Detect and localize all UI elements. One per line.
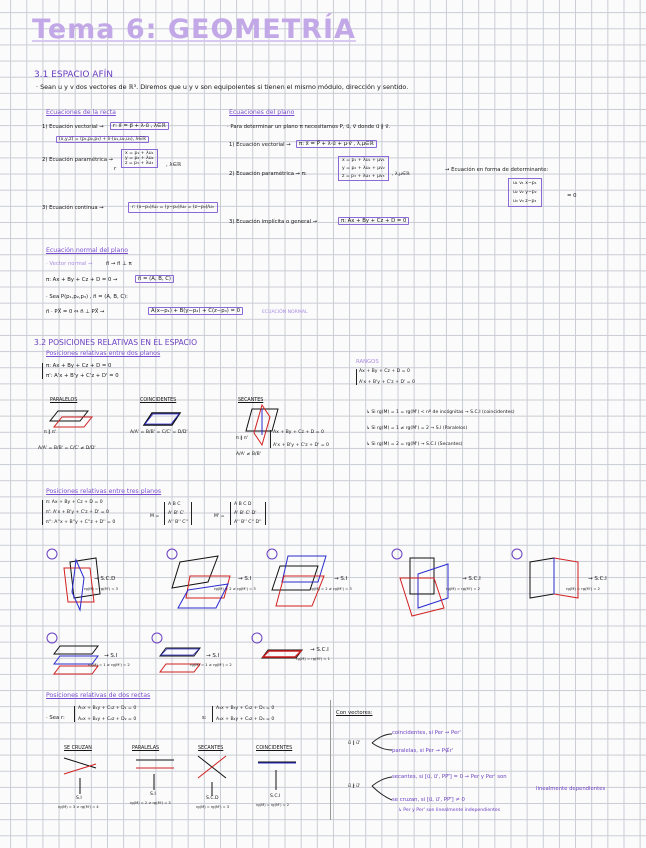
matrix-M-label: M = (150, 514, 160, 519)
coincidentes-vect: coincidentes, si Per → Per' (392, 730, 461, 736)
case-2-rank: rg(M) = 2 ≠ rg(M') = 3 (214, 587, 256, 591)
case-7-result: → S.I (206, 653, 220, 659)
secantes-system (270, 430, 329, 448)
case-3-result: → S.I (334, 576, 348, 582)
system-line: π: Ax + By + Cz + D = 0 (46, 363, 112, 369)
case-4-rank: rg(M) = rg(M') = 2 (446, 587, 480, 591)
divider (330, 700, 331, 820)
section-heading-espacio-afin: 3.1 ESPACIO AFÍN (34, 70, 114, 80)
rectas-sea: · Sea r: (46, 715, 65, 721)
rango-text: Si rg(M) = 1 = rg(M') < nº de incógnitas → S.C.I (coincidentes) (371, 410, 515, 415)
normal-vector-label: · Vector normal → (46, 261, 93, 267)
plano-implicita-label: 3) Ecuación implícita o general → (229, 219, 318, 225)
plano-implicita-eq: π: Ax + By + Cz + D = 0 (338, 217, 409, 225)
plano-parametrica-tail: , λ,μ∈ℝ (392, 172, 410, 177)
recta-parametrica-r: r (114, 166, 117, 172)
det-row: u₂ v₂ y−p₂ (513, 190, 537, 195)
cruzan-vect-2: ↳ Per y Per' son linealmente independientes (398, 808, 501, 813)
system-line: π'': A''x + B''y + C''z + D'' = 0 (46, 520, 116, 525)
normal-title: Ecuación normal del plano (46, 247, 129, 254)
param-line: y = p₂ + λu₂ + μv₂ (342, 166, 385, 171)
determinante-label: → Ecuación en forma de determinante: (445, 167, 549, 173)
label-paralelas: PARALELAS (132, 746, 160, 751)
system-line: Ax + By + Cz + D = 0 (273, 430, 324, 435)
case-4-result: → S.C.I (462, 576, 481, 582)
rango-case-2: ↳ Si rg(M) = 1 ≠ rg(M') = 2 → S.I (Paralelos) (366, 426, 468, 431)
coincidentes-drawing (144, 413, 180, 425)
section-heading-posiciones: 3.2 POSICIONES RELATIVAS EN EL ESPACIO (34, 338, 198, 347)
system-line: A₂x + B₂y + C₂z + D₂ = 0 (78, 717, 137, 722)
rank-paralelas: rg(M) = 2 ≠ rg(M') = 3 (130, 801, 171, 805)
normal-equation: A(x−p₁) + B(y−p₂) + C(z−p₃) = 0 (148, 307, 243, 315)
matrix-Mp (230, 502, 266, 525)
rango-text: Si rg(M) = 2 = rg(M') → S.C.I (Secantes) (371, 442, 463, 447)
case-2-result: → S.I (238, 576, 252, 582)
system-line: A'x + B'y + C'z + D' = 0 (359, 380, 415, 385)
label-se-cruzan: SE CRUZAN (64, 746, 92, 751)
case-6-rank: rg(M) = 1 ≠ rg(M') = 2 (88, 663, 130, 667)
cond-paralelos: A/A' = B/B' = C/C' ≠ D/D' (38, 446, 96, 451)
normal-point-def: · Sea P(p₁,p₂,p₃) , n⃗ = (A, B, C): (46, 294, 128, 300)
case-7-rank: rg(M) = 1 ≠ rg(M') = 2 (190, 663, 232, 667)
param-line: y = p₂ + λu₂ (125, 156, 154, 161)
tres-planos-title: Posiciones relativas entre tres planos (46, 488, 162, 495)
system-line: A₄x + B₄y + C₄z + D₄ = 0 (216, 717, 275, 722)
rango-case-1: ↳ Si rg(M) = 1 = rg(M') < nº de incógnitas → S.C.I (coincidentes) (366, 410, 515, 415)
uv-no-paralelos: u⃗ ∦ u⃗' (348, 784, 361, 789)
dos-planos-title: Posiciones relativas entre dos planos (46, 350, 161, 357)
matrix-Mp-label: M' = (214, 514, 225, 519)
plano-title: Ecuaciones del plano (229, 109, 295, 116)
plano-intro: · Para determinar un plano π necesitamos P, u⃗, v⃗ donde u⃗ ∦ v⃗. (227, 124, 391, 130)
res-cruzan: S.I (76, 796, 82, 801)
case-8-rank: rg(M) = rg(M') = 1 (296, 657, 330, 661)
recta-vectorial-eq: r: x⃗ = p⃗ + λ·u⃗ , λ∈ℝ (110, 122, 169, 130)
cond-coincidentes: A/A' = B/B' = C/C' = D/D' (130, 430, 188, 435)
param-line: z = p₃ + λu₃ + μv₃ (342, 174, 385, 179)
label-secantes: SECANTES (238, 398, 264, 403)
case-5-rank: rg(M) = rg(M') = 2 (566, 587, 600, 591)
rango-text: Si rg(M) = 1 ≠ rg(M') = 2 → S.I (Paralelos) (371, 426, 468, 431)
rank-coincidentes: rg(M) = rg(M') = 2 (256, 803, 290, 807)
res-paralelas: S.I (150, 792, 156, 797)
label-secantes-rectas: SECANTES (198, 746, 224, 751)
det-row: u₁ v₁ x−p₁ (513, 181, 537, 186)
plano-parametrica-label: 2) Ecuación paramétrica → π: (229, 171, 307, 177)
matrix-row: A' B' C' (168, 511, 185, 516)
con-vectores-title: Con vectores: (336, 710, 373, 716)
rangos-title: RANGOS (356, 359, 379, 365)
matrix-M (164, 502, 192, 525)
det-row: u₃ v₃ z−p₃ (513, 199, 537, 204)
recta-vectorial-eq-components: (x,y,z) = (p₁,p₂,p₃) + λ·(u₁,u₂,u₃), λ∈ℝ (56, 136, 149, 143)
recta-r-system (74, 706, 136, 722)
case-1-result: → S.C.D (94, 576, 116, 582)
matrix-row: A' B' C' D' (234, 511, 257, 516)
rel-secantes: π ∦ π' (236, 436, 249, 441)
param-line: z = p₃ + λu₃ (125, 161, 154, 166)
tres-planos-diagrams-row2 (40, 632, 330, 682)
recta-parametrica-label: 2) Ecuación paramétrica → (42, 157, 114, 163)
normal-vector-eq: n⃗ = (A, B, C) (135, 275, 174, 283)
case-5-result: → S.C.I (588, 576, 607, 582)
normal-dot-product: n⃗ · PX⃗ = 0 ⇔ n⃗ ⊥ PX⃗ → (46, 309, 105, 315)
rango-case-3: ↳ Si rg(M) = 2 = rg(M') → S.C.I (Secantes) (366, 442, 463, 447)
plano-vectorial-label: 1) Ecuación vectorial → (229, 142, 291, 148)
rank-cruzan: rg(M) = 3 ≠ rg(M') = 4 (58, 805, 99, 809)
case-6-result: → S.I (104, 653, 118, 659)
tres-planos-system (42, 500, 115, 525)
rank-secantes: rg(M) = rg(M') = 3 (196, 805, 230, 809)
page-title: Tema 6: GEOMETRÍA (32, 14, 356, 45)
res-secantes: S.C.D (206, 796, 219, 801)
label-coincidentes: COINCIDENTES (140, 398, 177, 403)
intro-text: · Sean u y v dos vectores de ℝ³. Diremos que u y v son equipolentes si tienen el mismo módulo, dirección y sentido. (36, 83, 409, 91)
recta-title: Ecuaciones de la recta (46, 109, 116, 116)
case-1-rank: rg(M) = rg(M') = 3 (84, 587, 118, 591)
recta-continua-eq: r: (x−p₁)/u₁ = (y−p₂)/u₂ = (z−p₃)/u₃ (128, 202, 218, 213)
system-line: Ax + By + Cz + D = 0 (359, 369, 410, 374)
matrix-row: A B C (168, 502, 181, 507)
recta-continua-label: 3) Ecuación continua → (42, 205, 104, 211)
system-line: A'x + B'y + C'z + D' = 0 (273, 443, 329, 448)
case-3-rank: rg(M) = 2 ≠ rg(M') = 3 (310, 587, 352, 591)
cond-secantes: A/A' ≠ B/B' (236, 452, 261, 457)
system-line: π: Ax + By + Cz + D = 0 (46, 500, 103, 505)
rangos-system (356, 369, 415, 385)
dos-planos-system (42, 363, 119, 379)
paralelos-drawing (50, 411, 92, 427)
paralelas-vect: paralelas, si Per → P∉r' (392, 748, 454, 754)
secantes-vect: secantes, si [u⃗, u⃗', PP'⃗] = 0 → Per y Per' son (392, 774, 507, 780)
plano-parametrica-system (338, 156, 389, 181)
param-line: x = p₁ + λu₁ (125, 151, 154, 156)
determinante-eq: = 0 (567, 193, 577, 199)
plano-vectorial-eq: π: x⃗ = P⃗ + λ·u⃗ + μ·v⃗ , λ,μ∈ℝ (296, 140, 377, 148)
label-paralelos: PARALELOS (50, 398, 78, 403)
secantes-vect-2: linealmente dependientes (536, 786, 606, 792)
case-8-result: → S.C.I (310, 647, 329, 653)
matrix-row: A B C D (234, 502, 252, 507)
system-line: π': A'x + B'y + C'z + D' = 0 (46, 373, 119, 379)
vect-arrows (370, 728, 394, 808)
recta-vectorial-label: 1) Ecuación vectorial → (42, 124, 104, 130)
tres-planos-diagrams-row1 (40, 548, 610, 623)
uv-paralelos: u⃗ ∥ u⃗' (348, 741, 361, 746)
matrix-row: A'' B'' C'' (168, 520, 188, 525)
normal-equation-tag: ECUACIÓN NORMAL (262, 310, 308, 315)
dos-rectas-title: Posiciones relativas de dos rectas (46, 692, 151, 699)
cruzan-vect: se cruzan, si [u⃗, u⃗', PP'⃗] ≠ 0 (392, 797, 465, 803)
recta-s-label: s: (202, 715, 207, 721)
recta-parametrica-system (121, 149, 158, 168)
matrix-row: A'' B'' C'' D'' (234, 520, 262, 525)
determinante-matrix (508, 178, 542, 207)
param-line: x = p₁ + λu₁ + μv₁ (342, 158, 385, 163)
normal-vector-def: n⃗ → n⃗ ⊥ π (106, 261, 132, 267)
normal-plane-eq: π: Ax + By + Cz + D = 0 → (46, 277, 118, 283)
system-line: A₁x + B₁y + C₁z + D₁ = 0 (78, 706, 137, 711)
recta-parametrica-tail: , λ∈ℝ (166, 162, 182, 168)
rel-paralelos: π ∥ π' (44, 430, 57, 435)
res-coincidentes: S.C.I (270, 794, 281, 799)
system-line: π': A'x + B'y + C'z + D' = 0 (46, 510, 109, 515)
recta-s-system (212, 706, 274, 722)
system-line: A₃x + B₃y + C₃z + D₃ = 0 (216, 706, 275, 711)
label-coincidentes-rectas: COINCIDENTES (256, 746, 293, 751)
